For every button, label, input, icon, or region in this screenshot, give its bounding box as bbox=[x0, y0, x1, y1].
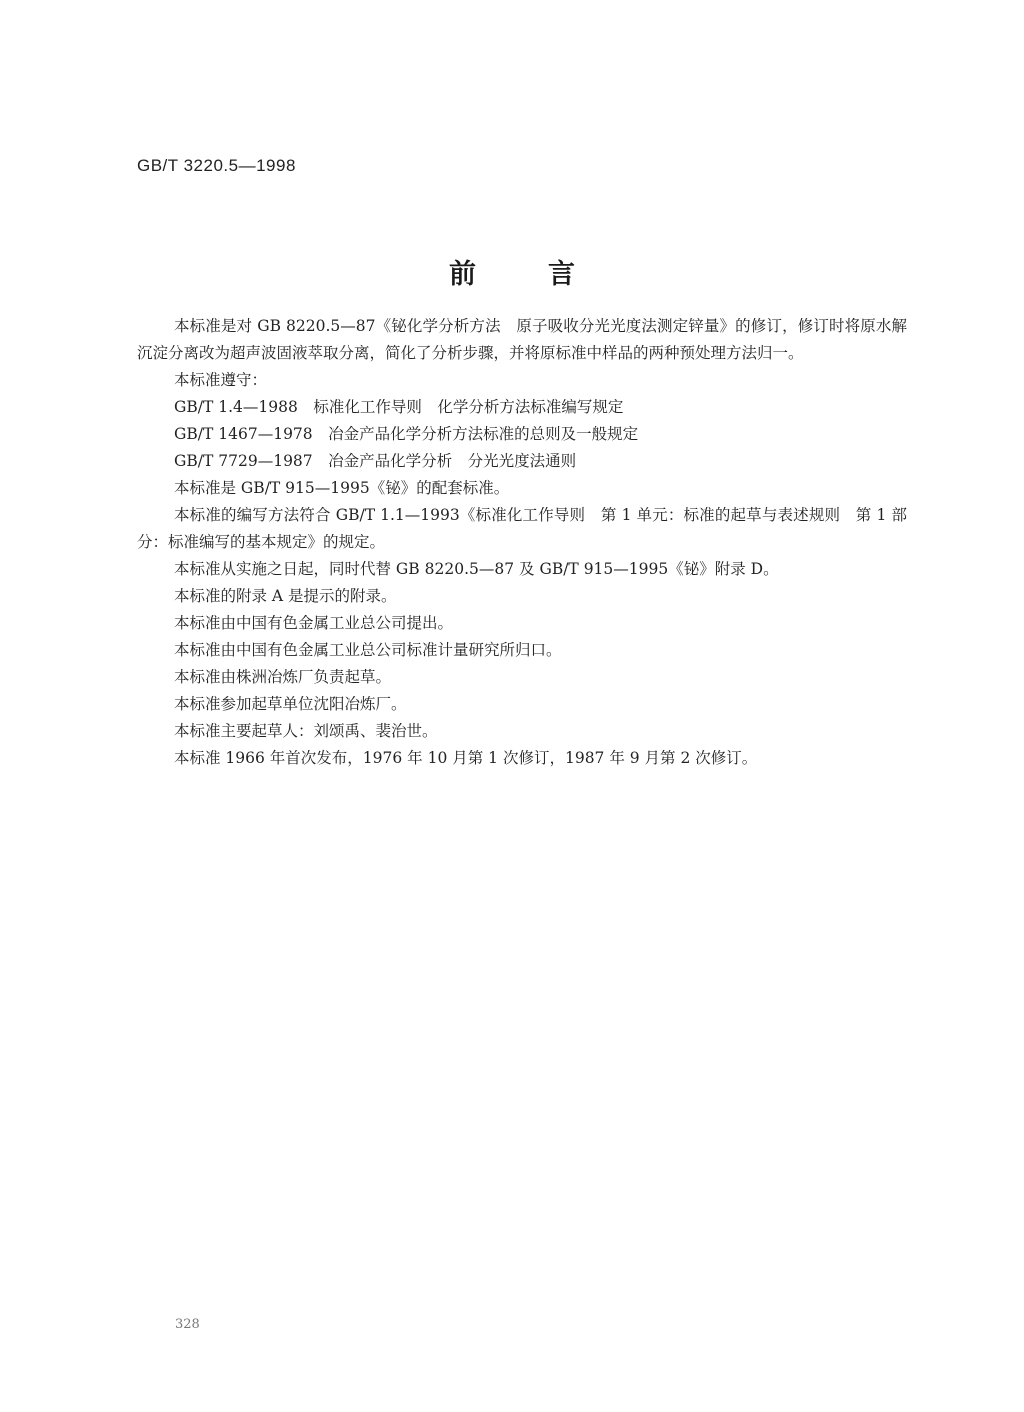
paragraph-revision: 本标准是对 GB 8220.5—87《铋化学分析方法 原子吸收分光光度法测定锌量》的修订，修订时将原水解沉淀分离改为超声波固液萃取分离，简化了分析步骤，并将原标准中样品的两种预处理方法归一。 bbox=[137, 317, 907, 362]
page-number: 328 bbox=[175, 1317, 200, 1332]
paragraph-replacement: 本标准从实施之日起，同时代替 GB 8220.5—87 及 GB/T 915—1995《铋》附录 D。 bbox=[174, 560, 779, 578]
preface-body bbox=[137, 313, 907, 772]
paragraph-companion-standard: 本标准是 GB/T 915—1995《铋》的配套标准。 bbox=[174, 479, 510, 497]
paragraph-proposer: 本标准由中国有色金属工业总公司提出。 bbox=[174, 614, 454, 632]
page-title: 前言 bbox=[449, 259, 647, 290]
paragraph-annex: 本标准的附录 A 是提示的附录。 bbox=[174, 587, 397, 605]
paragraph-participant: 本标准参加起草单位沈阳冶炼厂。 bbox=[174, 695, 407, 713]
standard-code: GB/T 3220.5—1998 bbox=[137, 156, 296, 175]
paragraph-ref-gbt-1467: GB/T 1467—1978 冶金产品化学分析方法标准的总则及一般规定 bbox=[174, 425, 639, 443]
paragraph-drafting-method: 本标准的编写方法符合 GB/T 1.1—1993《标准化工作导则 第 1 单元：标准的起草与表述规则 第 1 部分：标准编写的基本规定》的规定。 bbox=[137, 506, 907, 551]
paragraph-ref-gbt-1-4: GB/T 1.4—1988 标准化工作导则 化学分析方法标准编写规定 bbox=[174, 398, 624, 416]
paragraph-ref-gbt-7729: GB/T 7729—1987 冶金产品化学分析 分光光度法通则 bbox=[174, 452, 577, 470]
paragraph-history: 本标准 1966 年首次发布，1976 年 10 月第 1 次修订，1987 年 9 月第 2 次修订。 bbox=[174, 749, 758, 767]
paragraph-compliance-intro: 本标准遵守： bbox=[174, 371, 268, 389]
paragraph-main-drafters: 本标准主要起草人：刘颂禹、裴治世。 bbox=[174, 722, 438, 740]
paragraph-drafter: 本标准由株洲冶炼厂负责起草。 bbox=[174, 668, 392, 686]
paragraph-administrator: 本标准由中国有色金属工业总公司标准计量研究所归口。 bbox=[174, 641, 562, 659]
